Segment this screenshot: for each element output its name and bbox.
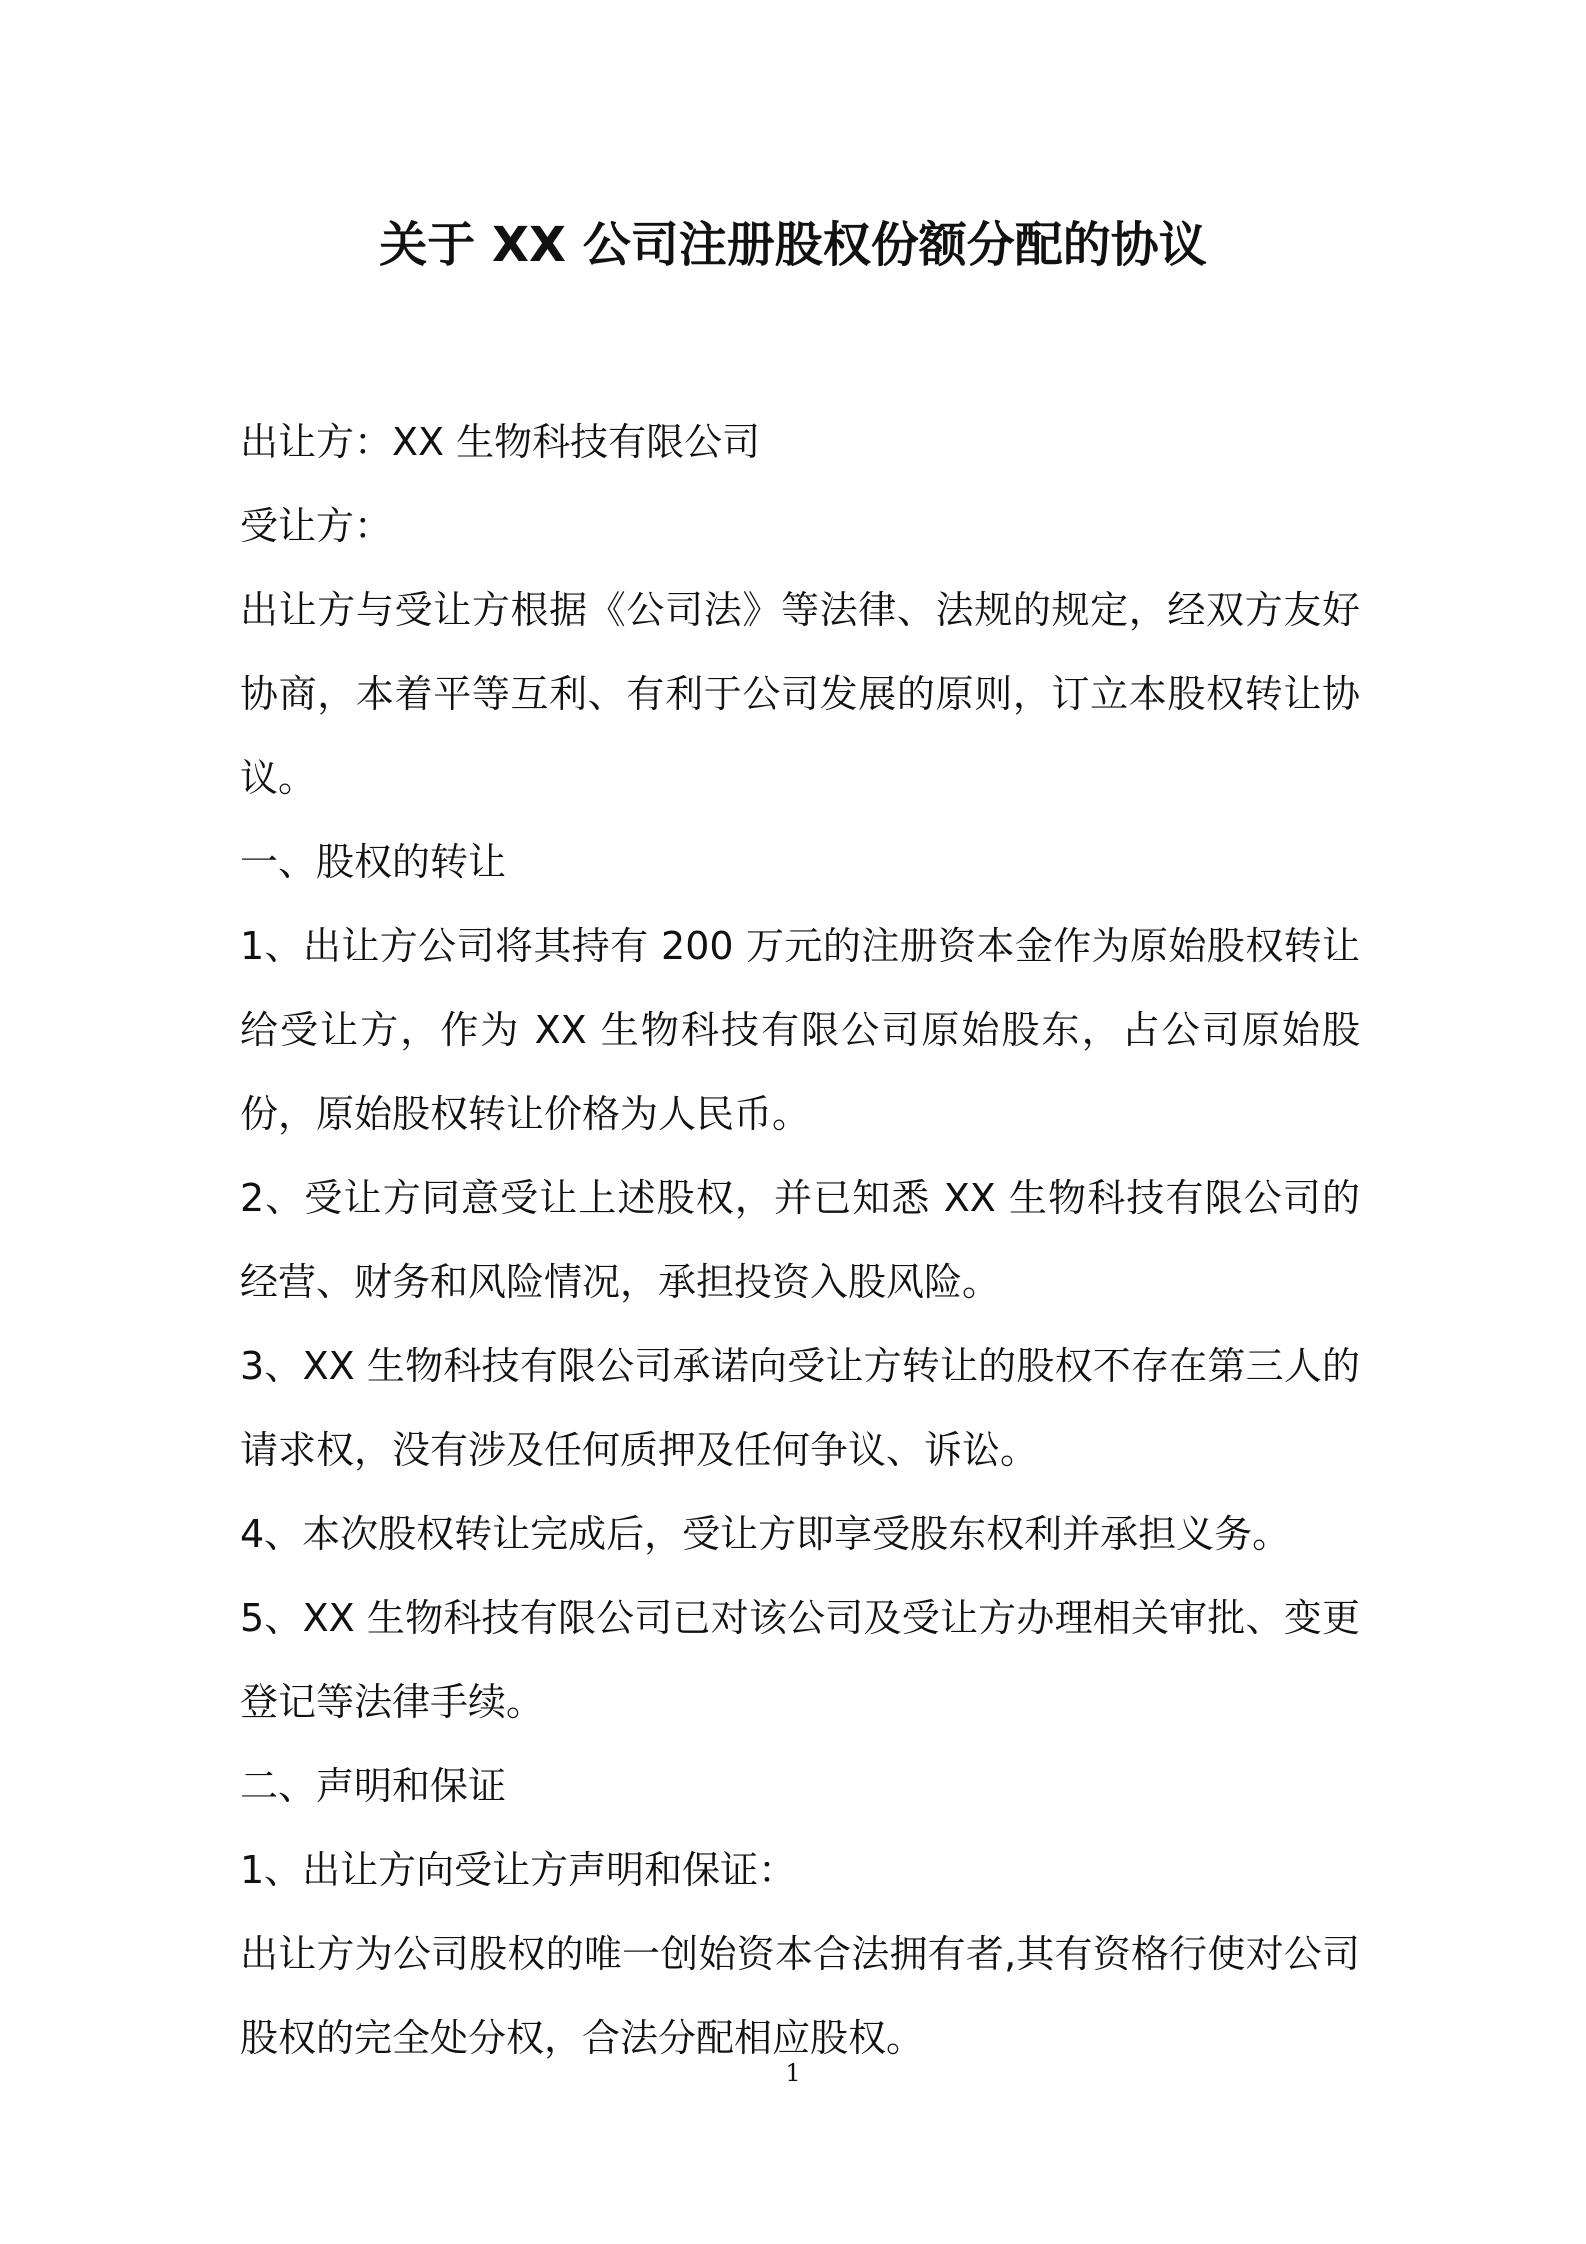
clause-1-2: 2、受让方同意受让上述股权，并已知悉 XX 生物科技有限公司的经营、财务和风险情况，承担投资入股风险。 [240,1176,1360,1304]
paragraph-preamble: 出让方与受让方根据《公司法》等法律、法规的规定，经双方友好协商，本着平等互利、有利于公司发展的原则，订立本股权转让协议。 [240,588,1360,800]
page-number: 1 [785,2059,801,2087]
paragraph-transferee: 受让方： [240,504,393,548]
section-heading-transfer: 一、股权的转让 [240,840,507,884]
document-title: 关于 XX 公司注册股权份额分配的协议 [379,217,1207,273]
clause-2-1: 1、出让方向受让方声明和保证： [240,1848,797,1892]
clause-1-4: 4、本次股权转让完成后，受让方即享受股东权利并承担义务。 [240,1512,1291,1556]
clause-1-3: 3、XX 生物科技有限公司承诺向受让方转让的股权不存在第三人的请求权，没有涉及任何质押及任何争议、诉讼。 [240,1344,1360,1472]
paragraph-transferor: 出让方：XX 生物科技有限公司 [240,420,761,464]
document-body [240,400,1360,2080]
clause-2-1-body: 出让方为公司股权的唯一创始资本合法拥有者,其有资格行使对公司股权的完全处分权，合法分配相应股权。 [240,1932,1360,2060]
section-heading-warranties: 二、声明和保证 [240,1764,507,1808]
clause-1-5: 5、XX 生物科技有限公司已对该公司及受让方办理相关审批、变更登记等法律手续。 [240,1596,1360,1724]
clause-1-1: 1、出让方公司将其持有 200 万元的注册资本金作为原始股权转让给受让方，作为 XX 生物科技有限公司原始股东，占公司原始股份，原始股权转让价格为人民币。 [240,924,1360,1136]
